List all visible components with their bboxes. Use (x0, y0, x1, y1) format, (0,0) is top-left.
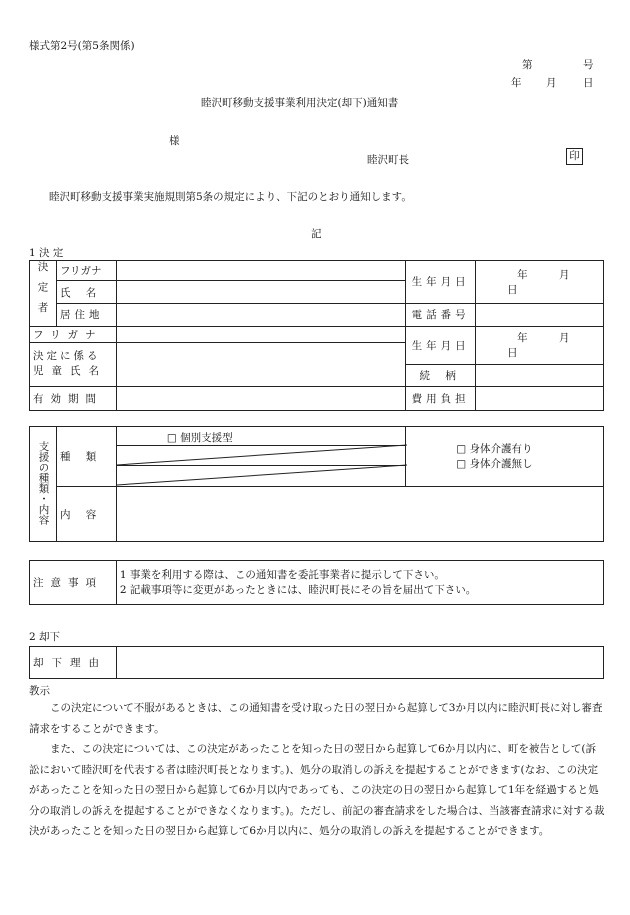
instruction-heading: 教示 (29, 685, 50, 697)
type-label-cell (56, 427, 116, 487)
cost-value[interactable] (476, 386, 604, 410)
individual-support-option[interactable]: □ 個別支援型 (166, 432, 233, 444)
child-furigana-value[interactable] (116, 326, 405, 342)
seal-mark: 印 (566, 148, 583, 165)
birthdate-label: 生年月日 (411, 276, 470, 289)
number-dai: 第 (522, 59, 533, 71)
validity-label: 有効期間 (33, 392, 103, 405)
relationship-label-cell (406, 364, 476, 386)
child-birthdate-value[interactable] (476, 326, 604, 364)
number-go: 号 (583, 59, 594, 71)
notes-item-2: 2 記載事項等に変更があったときには、睦沢町長にその旨を届出て下さい。 (119, 583, 477, 596)
furigana-label: フリガナ (59, 265, 102, 278)
section1-heading: 1 決 定 (29, 247, 64, 259)
care-options-cell (406, 427, 604, 487)
validity-label-cell (30, 386, 117, 410)
addressee-sama: 様 (169, 135, 180, 147)
rejection-reason-value[interactable] (116, 647, 603, 679)
child-name-label-1: 決定に係る (33, 350, 101, 362)
child-name-label-2: 児童氏名 (33, 365, 107, 377)
instruction-paragraph-2: また、この決定については、この決定があったことを知った日の翌日から起算して6か月以内に、町を被告として(訴訟において睦沢町を代表する者は睦沢町長となります。)、処分の取消しの訴えを提起することができます(なお、この決定があったことを知った日の翌日から起算して6か月以内であっても、この決定の日の翌日から起算して1年を経過すると処分の取消しの訴えを提起することができなくなります。)。ただし、前記の審査請求をした場合は、当該審査請求に対する裁決があったことを知った日の翌日から起算して6か月以内に、処分の取消しの訴えを提起することができます。 (29, 743, 605, 837)
date-hi: 日 (583, 77, 594, 89)
decision-table (29, 260, 604, 411)
furigana-label-cell (56, 261, 116, 281)
applicant-header-label: 決定者 (36, 261, 49, 323)
mayor-label: 睦沢町長 (367, 154, 409, 166)
applicant-header-cell (30, 261, 57, 327)
rejection-label: 却下理由 (33, 657, 107, 669)
child-birthdate-label-cell (406, 326, 476, 364)
intro-text: 睦沢町移動支援事業実施規則第5条の規定により、下記のとおり通知します。 (49, 191, 412, 203)
content-label: 内 容 (59, 508, 103, 521)
relationship-label: 続 柄 (419, 369, 462, 382)
form-number: 様式第2号(第5条関係) (29, 40, 135, 52)
support-side-label: 支援の種類・内容 (37, 440, 50, 525)
rejection-label-cell (30, 647, 117, 679)
section2-heading: 2 却下 (29, 631, 61, 643)
support-table (29, 426, 604, 542)
notes-label-cell (30, 561, 117, 605)
type-label: 種 類 (59, 451, 103, 463)
birthdate-label-cell (406, 261, 476, 304)
support-side-cell (30, 427, 57, 542)
care-no-option[interactable]: □ 身体介護無し (456, 457, 533, 470)
child-birthdate-label: 生年月日 (411, 339, 470, 352)
content-value[interactable] (116, 487, 603, 542)
notes-content-cell (116, 561, 603, 605)
name-label-cell (56, 281, 116, 304)
name-value[interactable] (116, 281, 405, 304)
child-furigana-label: フリガナ (33, 328, 103, 341)
document-title: 睦沢町移動支援事業利用決定(却下)通知書 (201, 97, 399, 109)
child-name-value[interactable] (116, 342, 405, 386)
address-value[interactable] (116, 303, 405, 326)
birthdate-value[interactable] (476, 261, 604, 304)
child-birthdate-tsuki: 月 (558, 332, 570, 344)
name-label: 氏 名 (59, 286, 103, 299)
furigana-value[interactable] (116, 261, 405, 281)
phone-value[interactable] (476, 303, 604, 326)
notes-table (29, 560, 604, 605)
child-name-label-cell (30, 342, 117, 386)
type-options-cell (116, 427, 405, 487)
child-furigana-label-cell (30, 326, 117, 342)
rejection-table (29, 646, 604, 679)
relationship-value[interactable] (476, 364, 604, 386)
ki-label: 記 (311, 228, 322, 240)
cost-label-cell (406, 386, 476, 410)
birthdate-tsuki: 月 (558, 268, 570, 281)
birthdate-hi: 日 (507, 283, 518, 296)
notes-label: 注意事項 (33, 577, 103, 589)
strike-lines (117, 427, 407, 487)
date-tsuki: 月 (546, 77, 557, 89)
notes-item-1: 1 事業を利用する際は、この通知書を委託事業者に提示して下さい。 (119, 568, 445, 581)
birthdate-nen: 年 (517, 268, 528, 281)
address-label: 居住地 (59, 309, 104, 322)
child-birthdate-nen: 年 (517, 332, 528, 344)
instruction-paragraph-1: この決定について不服があるときは、この通知書を受け取った日の翌日から起算して3か月以内に睦沢町長に対し審査請求をすることができます。 (29, 702, 603, 735)
child-birthdate-hi: 日 (507, 347, 518, 359)
validity-value[interactable] (116, 386, 405, 410)
phone-label-cell (406, 303, 476, 326)
care-yes-option[interactable]: □ 身体介護有り (456, 442, 533, 455)
date-nen: 年 (511, 77, 522, 89)
content-label-cell (56, 487, 116, 542)
phone-label: 電話番号 (411, 309, 470, 322)
cost-label: 費用負担 (411, 392, 470, 405)
address-label-cell (56, 303, 116, 326)
